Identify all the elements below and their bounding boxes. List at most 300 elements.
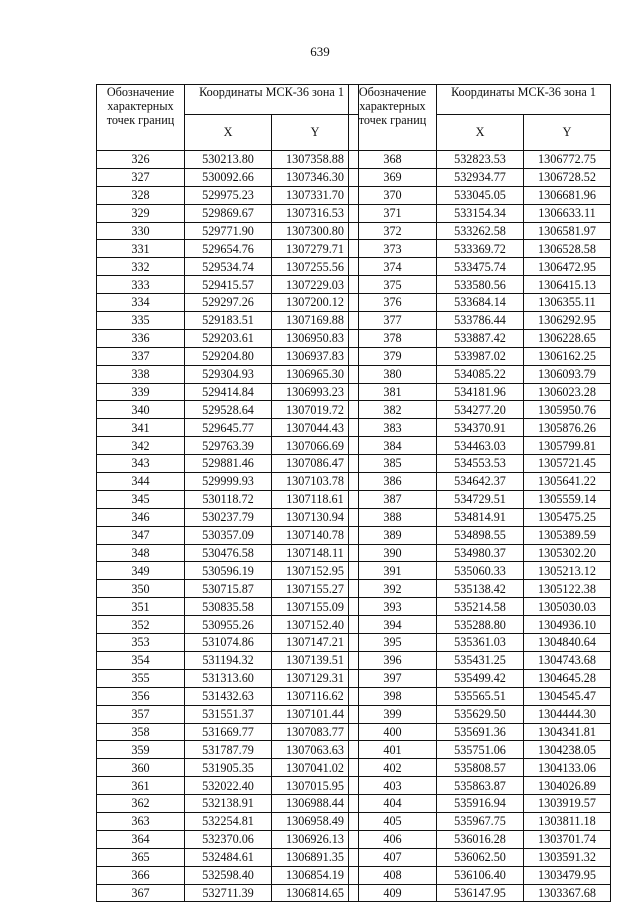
x-coordinate-cell: 534463.03 [437,437,524,455]
y-coordinate-cell: 1307200.12 [272,294,359,312]
y-coordinate-cell: 1307169.88 [272,312,359,330]
y-coordinate-cell: 1306355.11 [524,294,611,312]
x-coordinate-cell: 529881.46 [185,455,272,473]
x-coordinate-cell: 529528.64 [185,401,272,419]
point-number-cell: 370 [349,186,437,204]
x-coordinate-cell: 535691.36 [437,723,524,741]
y-coordinate-cell: 1305122.38 [524,580,611,598]
x-coordinate-cell: 530357.09 [185,526,272,544]
table-row [349,795,611,813]
point-number-cell: 341 [97,419,185,437]
x-coordinate-cell: 530092.66 [185,168,272,186]
point-number-cell: 331 [97,240,185,258]
y-coordinate-cell: 1306292.95 [524,312,611,330]
coordinates-system-header: Координаты МСК-36 зона 1 [185,85,359,115]
table-row [349,634,611,652]
table-row [97,616,359,634]
table-row [97,473,359,491]
point-number-cell: 362 [97,795,185,813]
point-number-cell: 369 [349,168,437,186]
point-number-cell: 335 [97,312,185,330]
point-number-cell: 371 [349,204,437,222]
y-coordinate-cell: 1305559.14 [524,490,611,508]
table-row [97,151,359,169]
table-row [349,777,611,795]
y-coordinate-cell: 1303919.57 [524,795,611,813]
x-coordinate-cell: 530596.19 [185,562,272,580]
point-number-cell: 405 [349,812,437,830]
y-coordinate-cell: 1304645.28 [524,669,611,687]
table-row [97,401,359,419]
table-row [97,312,359,330]
x-coordinate-cell: 535565.51 [437,687,524,705]
y-coordinate-cell: 1305721.45 [524,455,611,473]
y-coordinate-cell: 1303811.18 [524,812,611,830]
point-number-cell: 376 [349,294,437,312]
table-row [349,347,611,365]
y-coordinate-cell: 1304026.89 [524,777,611,795]
x-coordinate-cell: 529414.84 [185,383,272,401]
y-coordinate-cell: 1307152.40 [272,616,359,634]
point-number-cell: 339 [97,383,185,401]
x-coordinate-cell: 529297.26 [185,294,272,312]
table-row [349,651,611,669]
table-row [97,651,359,669]
point-number-cell: 406 [349,830,437,848]
table-row [349,437,611,455]
table-row [349,884,611,902]
point-number-cell: 347 [97,526,185,544]
y-coordinate-cell: 1307041.02 [272,759,359,777]
x-coordinate-cell: 532370.06 [185,830,272,848]
table-row [349,294,611,312]
x-coordinate-cell: 535060.33 [437,562,524,580]
point-number-cell: 389 [349,526,437,544]
x-coordinate-cell: 533369.72 [437,240,524,258]
y-coordinate-cell: 1305475.25 [524,508,611,526]
y-coordinate-cell: 1307229.03 [272,276,359,294]
point-number-cell: 398 [349,687,437,705]
table-row [97,830,359,848]
point-number-cell: 368 [349,151,437,169]
table-row [97,490,359,508]
x-coordinate-cell: 529771.90 [185,222,272,240]
y-coordinate-cell: 1303367.68 [524,884,611,902]
x-coordinate-cell: 535138.42 [437,580,524,598]
table-row [349,329,611,347]
y-coordinate-cell: 1304936.10 [524,616,611,634]
point-number-cell: 396 [349,651,437,669]
y-coordinate-cell: 1306814.65 [272,884,359,902]
y-coordinate-cell: 1304545.47 [524,687,611,705]
point-number-cell: 345 [97,490,185,508]
x-coordinate-cell: 531551.37 [185,705,272,723]
x-coordinate-cell: 533262.58 [437,222,524,240]
table-row [97,884,359,902]
table-row [97,848,359,866]
y-coordinate-cell: 1305302.20 [524,544,611,562]
point-number-cell: 360 [97,759,185,777]
table-row [349,723,611,741]
y-column-header: Y [272,115,359,151]
x-coordinate-cell: 535629.50 [437,705,524,723]
table-row [97,240,359,258]
y-coordinate-cell: 1305389.59 [524,526,611,544]
y-coordinate-cell: 1306926.13 [272,830,359,848]
x-coordinate-cell: 535431.25 [437,651,524,669]
point-number-cell: 338 [97,365,185,383]
x-coordinate-cell: 533887.42 [437,329,524,347]
x-coordinate-cell: 534277.20 [437,401,524,419]
x-coordinate-cell: 532254.81 [185,812,272,830]
y-coordinate-cell: 1305799.81 [524,437,611,455]
x-coordinate-cell: 535288.80 [437,616,524,634]
table-row [349,848,611,866]
point-number-cell: 327 [97,168,185,186]
table-row [349,490,611,508]
y-coordinate-cell: 1307300.80 [272,222,359,240]
y-coordinate-cell: 1306633.11 [524,204,611,222]
x-column-header: X [437,115,524,151]
x-coordinate-cell: 532823.53 [437,151,524,169]
table-row [97,258,359,276]
y-coordinate-cell: 1307015.95 [272,777,359,795]
point-number-cell: 364 [97,830,185,848]
table-row [349,544,611,562]
y-coordinate-cell: 1304444.30 [524,705,611,723]
point-number-cell: 383 [349,419,437,437]
point-number-cell: 333 [97,276,185,294]
y-coordinate-cell: 1307140.78 [272,526,359,544]
table-row [349,616,611,634]
y-coordinate-cell: 1303479.95 [524,866,611,884]
page-number: 639 [310,44,330,59]
x-coordinate-cell: 531074.86 [185,634,272,652]
point-number-cell: 401 [349,741,437,759]
table-row [97,634,359,652]
x-coordinate-cell: 532598.40 [185,866,272,884]
point-number-cell: 342 [97,437,185,455]
point-number-cell: 390 [349,544,437,562]
point-number-cell: 373 [349,240,437,258]
table-row [349,866,611,884]
y-coordinate-cell: 1306093.79 [524,365,611,383]
table-row [349,312,611,330]
x-coordinate-cell: 529304.93 [185,365,272,383]
table-row [97,812,359,830]
y-coordinate-cell: 1304840.64 [524,634,611,652]
x-coordinate-cell: 534642.37 [437,473,524,491]
table-row [349,276,611,294]
table-row [349,812,611,830]
table-row [97,383,359,401]
point-number-cell: 358 [97,723,185,741]
point-number-cell: 346 [97,508,185,526]
x-coordinate-cell: 534980.37 [437,544,524,562]
y-coordinate-cell: 1307063.63 [272,741,359,759]
x-coordinate-cell: 536106.40 [437,866,524,884]
y-coordinate-cell: 1306728.52 [524,168,611,186]
point-number-cell: 363 [97,812,185,830]
point-number-cell: 326 [97,151,185,169]
y-coordinate-cell: 1307019.72 [272,401,359,419]
x-coordinate-cell: 534814.91 [437,508,524,526]
table-row [97,168,359,186]
x-coordinate-cell: 534553.53 [437,455,524,473]
y-coordinate-cell: 1307155.09 [272,598,359,616]
x-coordinate-cell: 532711.39 [185,884,272,902]
table-row [97,795,359,813]
point-number-cell: 350 [97,580,185,598]
point-number-cell: 340 [97,401,185,419]
x-coordinate-cell: 531669.77 [185,723,272,741]
table-row [97,526,359,544]
point-number-cell: 397 [349,669,437,687]
table-row [349,365,611,383]
table-row [349,151,611,169]
x-coordinate-cell: 534729.51 [437,490,524,508]
y-coordinate-cell: 1307130.94 [272,508,359,526]
point-number-cell: 365 [97,848,185,866]
table-row [349,580,611,598]
table-row [97,669,359,687]
y-coordinate-cell: 1306528.58 [524,240,611,258]
y-column-header: Y [524,115,611,151]
x-coordinate-cell: 533684.14 [437,294,524,312]
point-number-cell: 361 [97,777,185,795]
point-number-cell: 332 [97,258,185,276]
x-coordinate-cell: 534370.91 [437,419,524,437]
y-coordinate-cell: 1306681.96 [524,186,611,204]
point-number-cell: 402 [349,759,437,777]
table-row [97,508,359,526]
table-row [97,186,359,204]
x-coordinate-cell: 530213.80 [185,151,272,169]
x-coordinate-cell: 535751.06 [437,741,524,759]
table-row [349,508,611,526]
y-coordinate-cell: 1305876.26 [524,419,611,437]
table-row [349,186,611,204]
y-coordinate-cell: 1307139.51 [272,651,359,669]
point-number-cell: 393 [349,598,437,616]
y-coordinate-cell: 1307101.44 [272,705,359,723]
point-number-cell: 352 [97,616,185,634]
point-number-cell: 351 [97,598,185,616]
point-number-cell: 385 [349,455,437,473]
y-coordinate-cell: 1307255.56 [272,258,359,276]
table-row [97,365,359,383]
y-coordinate-cell: 1307279.71 [272,240,359,258]
x-coordinate-cell: 536016.28 [437,830,524,848]
point-number-cell: 329 [97,204,185,222]
y-coordinate-cell: 1307086.47 [272,455,359,473]
x-column-header: X [185,115,272,151]
y-coordinate-cell: 1307044.43 [272,419,359,437]
y-coordinate-cell: 1306965.30 [272,365,359,383]
table-row [97,741,359,759]
point-number-cell: 348 [97,544,185,562]
table-row [349,419,611,437]
y-coordinate-cell: 1307066.69 [272,437,359,455]
y-coordinate-cell: 1305030.03 [524,598,611,616]
table-row [349,383,611,401]
point-number-cell: 343 [97,455,185,473]
point-number-cell: 355 [97,669,185,687]
y-coordinate-cell: 1306472.95 [524,258,611,276]
x-coordinate-cell: 529183.51 [185,312,272,330]
table-row [97,723,359,741]
table-row [97,777,359,795]
table-row [97,419,359,437]
x-coordinate-cell: 530715.87 [185,580,272,598]
y-coordinate-cell: 1303591.32 [524,848,611,866]
table-row [349,669,611,687]
x-coordinate-cell: 529999.93 [185,473,272,491]
point-number-cell: 407 [349,848,437,866]
y-coordinate-cell: 1307103.78 [272,473,359,491]
table-row [97,204,359,222]
x-coordinate-cell: 534898.55 [437,526,524,544]
x-coordinate-cell: 529534.74 [185,258,272,276]
x-coordinate-cell: 533475.74 [437,258,524,276]
x-coordinate-cell: 535361.03 [437,634,524,652]
point-number-cell: 375 [349,276,437,294]
point-number-cell: 395 [349,634,437,652]
x-coordinate-cell: 532022.40 [185,777,272,795]
table-body-right [349,151,611,902]
x-coordinate-cell: 532138.91 [185,795,272,813]
point-number-cell: 349 [97,562,185,580]
x-coordinate-cell: 529763.39 [185,437,272,455]
x-coordinate-cell: 529654.76 [185,240,272,258]
table-row [97,562,359,580]
x-coordinate-cell: 533987.02 [437,347,524,365]
table-row [349,598,611,616]
table-row [349,222,611,240]
point-designation-header: Обозначение характерных точек границ [349,85,437,151]
x-coordinate-cell: 536147.95 [437,884,524,902]
table-row [97,276,359,294]
table-row [349,455,611,473]
x-coordinate-cell: 535916.94 [437,795,524,813]
table-row [97,580,359,598]
x-coordinate-cell: 530476.58 [185,544,272,562]
x-coordinate-cell: 530237.79 [185,508,272,526]
table-row [97,329,359,347]
y-coordinate-cell: 1304133.06 [524,759,611,777]
x-coordinate-cell: 533786.44 [437,312,524,330]
y-coordinate-cell: 1307118.61 [272,490,359,508]
point-number-cell: 378 [349,329,437,347]
point-number-cell: 379 [349,347,437,365]
table-row [349,830,611,848]
table-row [97,759,359,777]
point-number-cell: 377 [349,312,437,330]
x-coordinate-cell: 535499.42 [437,669,524,687]
x-coordinate-cell: 534085.22 [437,365,524,383]
point-number-cell: 357 [97,705,185,723]
coordinates-table-right [348,84,611,902]
point-number-cell: 337 [97,347,185,365]
y-coordinate-cell: 1306023.28 [524,383,611,401]
y-coordinate-cell: 1306937.83 [272,347,359,365]
table-row [349,562,611,580]
x-coordinate-cell: 529645.77 [185,419,272,437]
y-coordinate-cell: 1305641.22 [524,473,611,491]
y-coordinate-cell: 1307116.62 [272,687,359,705]
y-coordinate-cell: 1303701.74 [524,830,611,848]
x-coordinate-cell: 529415.57 [185,276,272,294]
x-coordinate-cell: 530835.58 [185,598,272,616]
table-row [97,222,359,240]
point-number-cell: 366 [97,866,185,884]
y-coordinate-cell: 1307331.70 [272,186,359,204]
table-row [349,204,611,222]
point-number-cell: 344 [97,473,185,491]
y-coordinate-cell: 1306988.44 [272,795,359,813]
x-coordinate-cell: 531194.32 [185,651,272,669]
y-coordinate-cell: 1304743.68 [524,651,611,669]
table-row [349,473,611,491]
y-coordinate-cell: 1305950.76 [524,401,611,419]
point-number-cell: 386 [349,473,437,491]
x-coordinate-cell: 533154.34 [437,204,524,222]
coordinates-system-header: Координаты МСК-36 зона 1 [437,85,611,115]
x-coordinate-cell: 529204.80 [185,347,272,365]
point-number-cell: 394 [349,616,437,634]
y-coordinate-cell: 1307129.31 [272,669,359,687]
x-coordinate-cell: 534181.96 [437,383,524,401]
x-coordinate-cell: 533580.56 [437,276,524,294]
x-coordinate-cell: 531787.79 [185,741,272,759]
point-number-cell: 353 [97,634,185,652]
point-number-cell: 388 [349,508,437,526]
y-coordinate-cell: 1306772.75 [524,151,611,169]
y-coordinate-cell: 1304341.81 [524,723,611,741]
x-coordinate-cell: 535967.75 [437,812,524,830]
point-number-cell: 391 [349,562,437,580]
table-row [349,687,611,705]
table-row [349,759,611,777]
point-number-cell: 387 [349,490,437,508]
point-number-cell: 374 [349,258,437,276]
coordinates-table-left [96,84,359,902]
y-coordinate-cell: 1306891.35 [272,848,359,866]
x-coordinate-cell: 535863.87 [437,777,524,795]
point-number-cell: 359 [97,741,185,759]
point-number-cell: 330 [97,222,185,240]
y-coordinate-cell: 1307147.21 [272,634,359,652]
table-row [97,598,359,616]
table-row [97,455,359,473]
point-number-cell: 356 [97,687,185,705]
point-designation-header: Обозначение характерных точек границ [97,85,185,151]
y-coordinate-cell: 1305213.12 [524,562,611,580]
y-coordinate-cell: 1304238.05 [524,741,611,759]
table-row [349,526,611,544]
table-row [349,705,611,723]
table-body-left [97,151,359,902]
table-row [349,741,611,759]
y-coordinate-cell: 1306415.13 [524,276,611,294]
table-row [97,866,359,884]
y-coordinate-cell: 1307346.30 [272,168,359,186]
point-number-cell: 409 [349,884,437,902]
x-coordinate-cell: 535808.57 [437,759,524,777]
point-number-cell: 403 [349,777,437,795]
y-coordinate-cell: 1306162.25 [524,347,611,365]
table-row [349,258,611,276]
